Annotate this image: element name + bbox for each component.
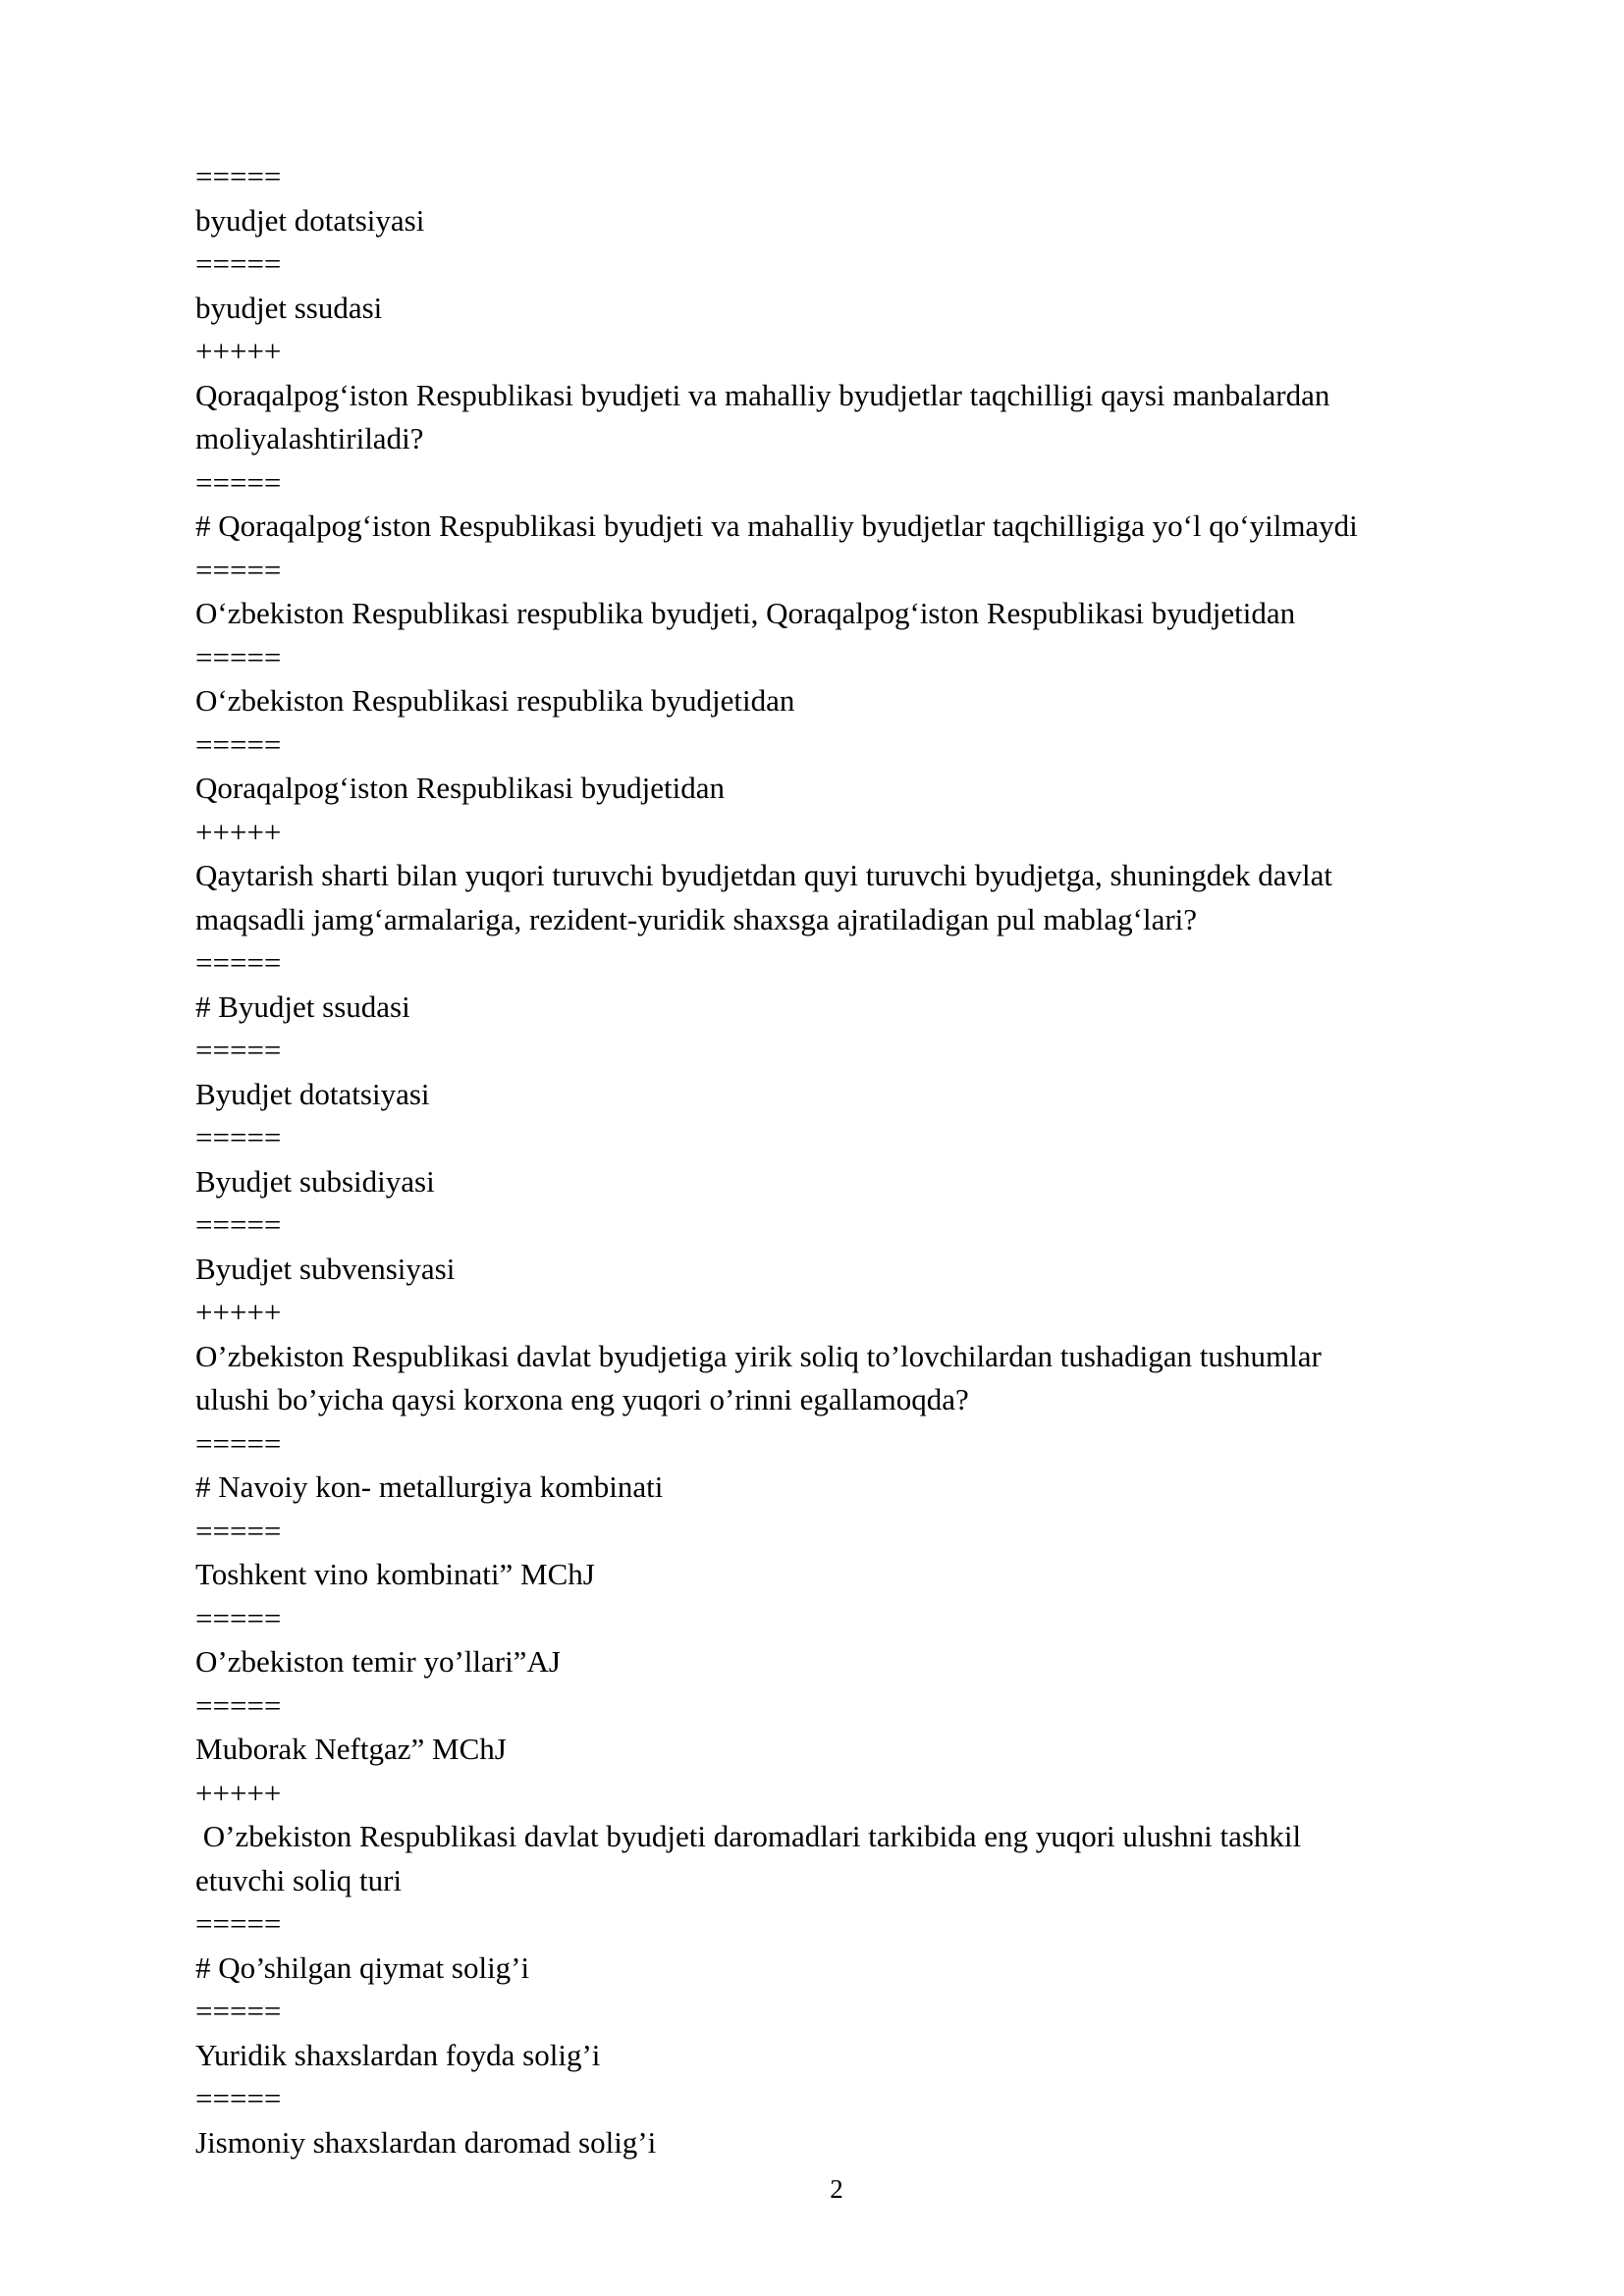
text-line: byudjet ssudasi xyxy=(195,290,383,325)
option-separator: ===== xyxy=(195,159,282,193)
text-line: moliyalashtiriladi? xyxy=(195,421,424,455)
option-separator: ===== xyxy=(195,552,282,587)
text-line: Jismoniy shaxslardan daromad solig’i xyxy=(195,2124,657,2160)
text-line: ulushi bo’yicha qaysi korxona eng yuqori o’rinni egallamoqda? xyxy=(195,1382,969,1416)
option-separator: ===== xyxy=(195,246,282,281)
text-line: Qoraqalpog‘iston Respublikasi byudjetidan xyxy=(195,771,725,805)
text-line: Byudjet dotatsiyasi xyxy=(195,1076,430,1111)
option-separator: ===== xyxy=(195,1600,282,1635)
correct-answer-line: # Qo’shilgan qiymat solig’i xyxy=(195,1949,530,1985)
option-separator: ===== xyxy=(195,945,282,980)
text-line: Byudjet subvensiyasi xyxy=(195,1251,456,1286)
text-line: etuvchi soliq turi xyxy=(195,1862,403,1897)
document-body xyxy=(195,155,1472,2164)
page-number: 2 xyxy=(830,2174,843,2204)
text-line: Qoraqalpog‘iston Respublikasi byudjeti va mahalliy byudjetlar taqchilligi qaysi manbalardan xyxy=(195,377,1330,412)
option-separator: ===== xyxy=(195,1207,282,1242)
text-line: O’zbekiston Respublikasi davlat byudjetiga yirik soliq to’lovchilardan tushadigan tushumlar xyxy=(195,1338,1322,1373)
option-separator: ===== xyxy=(195,1994,282,2028)
text-line: maqsadli jamg‘armalariga, rezident-yuridik shaxsga ajratiladigan pul mablag‘lari? xyxy=(195,901,1198,936)
question-separator: +++++ xyxy=(195,814,282,849)
correct-answer-line: # Navoiy kon- metallurgiya kombinati xyxy=(195,1469,664,1504)
option-separator: ===== xyxy=(195,464,282,500)
correct-answer-line: # Qoraqalpog‘iston Respublikasi byudjeti va mahalliy byudjetlar taqchilligiga yo‘l qo‘yilmaydi xyxy=(195,508,1358,543)
option-separator: ===== xyxy=(195,1033,282,1067)
option-separator: ===== xyxy=(195,1425,282,1461)
option-separator: ===== xyxy=(195,2081,282,2115)
question-separator: +++++ xyxy=(195,1295,282,1329)
correct-answer-line: # Byudjet ssudasi xyxy=(195,988,410,1024)
question-separator: +++++ xyxy=(195,1775,282,1810)
text-line: O‘zbekiston Respublikasi respublika byudjetidan xyxy=(195,683,795,718)
text-line: Muborak Neftgaz” MChJ xyxy=(195,1732,507,1766)
text-line: O’zbekiston temir yo’llari”AJ xyxy=(195,1644,561,1679)
question-separator: +++++ xyxy=(195,334,282,368)
option-separator: ===== xyxy=(195,1120,282,1154)
option-separator: ===== xyxy=(195,1687,282,1723)
option-separator: ===== xyxy=(195,726,282,762)
text-line: byudjet dotatsiyasi xyxy=(195,202,425,238)
option-separator: ===== xyxy=(195,1906,282,1941)
text-line: O‘zbekiston Respublikasi respublika byudjeti, Qoraqalpog‘iston Respublikasi byudjetidan xyxy=(195,596,1296,630)
option-separator: ===== xyxy=(195,1513,282,1548)
text-line: Qaytarish sharti bilan yuqori turuvchi byudjetdan quyi turuvchi byudjetga, shuningdek davlat xyxy=(195,858,1332,892)
text-line: Toshkent vino kombinati” MChJ xyxy=(195,1557,595,1591)
option-separator: ===== xyxy=(195,639,282,674)
text-line: O’zbekiston Respublikasi davlat byudjeti daromadlari tarkibida eng yuqori ulushni tashkil xyxy=(195,1819,1302,1853)
text-line: Yuridik shaxslardan foyda solig’i xyxy=(195,2037,601,2072)
text-line: Byudjet subsidiyasi xyxy=(195,1163,435,1199)
